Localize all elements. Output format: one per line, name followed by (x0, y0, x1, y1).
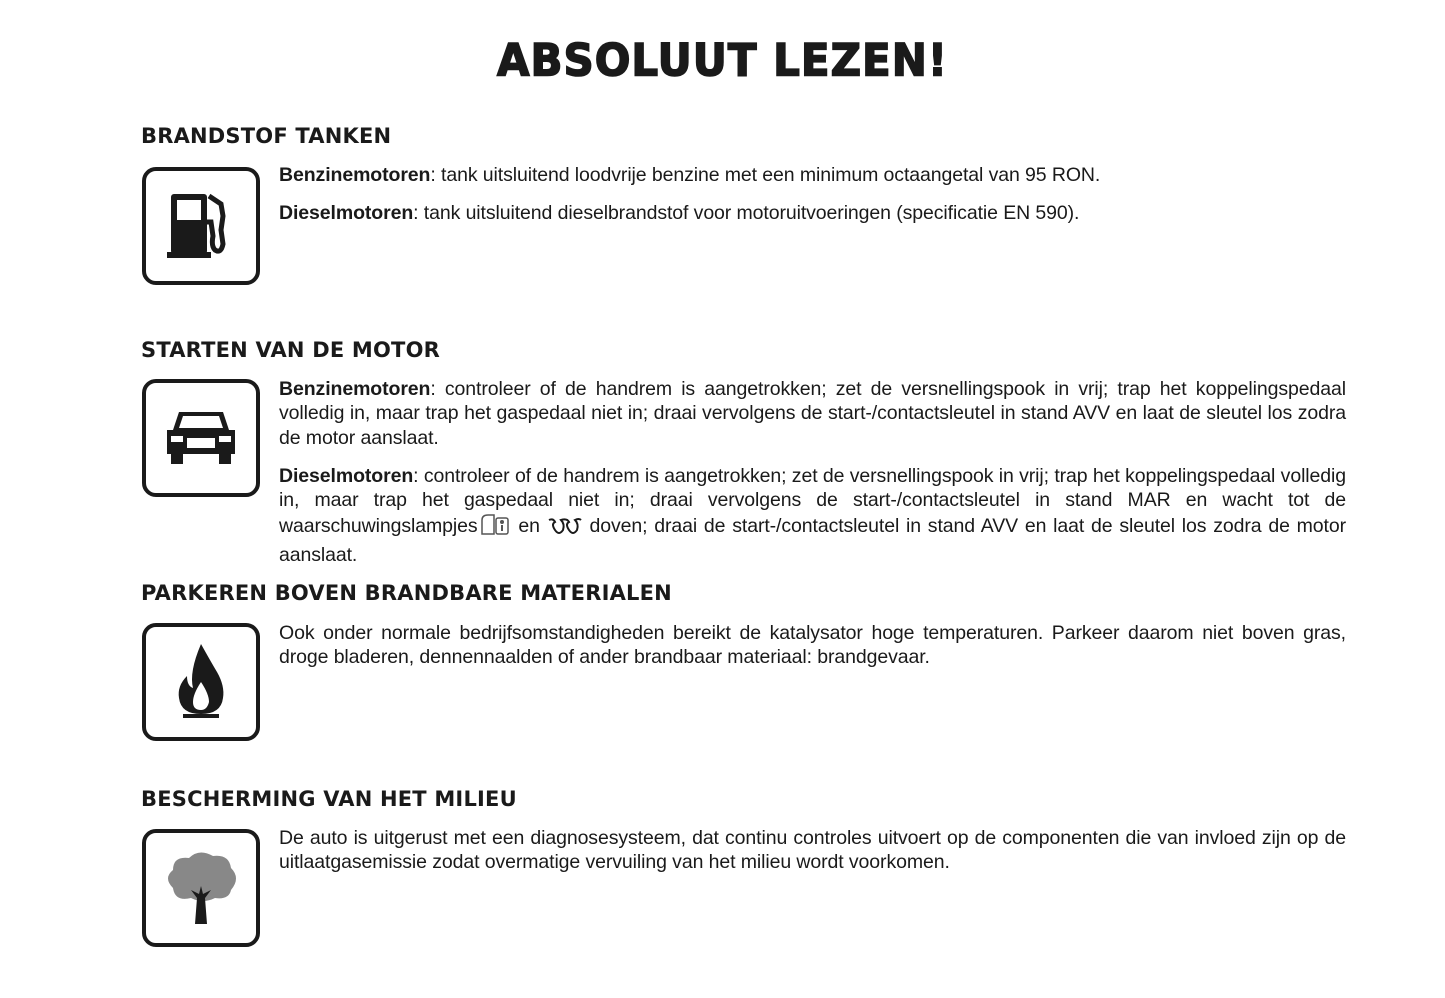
label-petrol: Benzinemotoren (279, 164, 431, 186)
paragraph-petrol (279, 377, 1346, 450)
page-title: ABSOLUUT LEZEN! (496, 34, 949, 87)
text-petrol: : tank uitsluitend loodvrije benzine met een minimum octaangetal van 95 RON. (430, 164, 1101, 186)
car-front-icon (142, 379, 260, 497)
label-diesel: Dieselmotoren (279, 464, 414, 487)
seatbelt-warning-icon (478, 512, 512, 542)
paragraph-diagnostics: De auto is uitgerust met een diagnosesysteem, dat continu controles uitvoert op de componenten die van invloed zijn op de uitlaatgasemissie zodat overmatige vervuiling van het milieu wordt voorkomen. (279, 827, 1346, 874)
section-heading-parking: PARKEREN BOVEN BRANDBARE MATERIALEN (141, 581, 672, 605)
text-diesel: : controleer of de handrem is aangetrokken; zet de versnellingspook in vrij; trap het koppelingspedaal volledig in, maar trap het gaspedaal niet in; draai vervolgens de start-/contactsleutel in stand MAR en wacht tot de waarschuwingslampjes (279, 464, 1346, 538)
paragraph-diesel (279, 464, 1346, 567)
paragraph-catalyst: Ook onder normale bedrijfsomstandigheden bereikt de katalysator hoge temperaturen. Parkeer daarom niet boven gras, droge bladeren, dennennaalden of ander brandbaar materiaal: brandgevaar. (279, 622, 1346, 669)
tree-icon (142, 829, 260, 947)
text-diesel-2: en (511, 515, 547, 538)
paragraph-diesel (279, 201, 1346, 225)
text-diesel: : tank uitsluitend dieselbrandstof voor motoruitvoeringen (specificatie EN 590). (413, 202, 1080, 225)
text-diesel-3: doven; draai de start-/contactsleutel in stand AVV en laat de sleutel los zodra de motor aanslaat. (279, 515, 1346, 566)
section-text-environment (279, 826, 1346, 889)
fuel-pump-icon (142, 167, 260, 285)
glow-plug-icon (547, 516, 583, 542)
paragraph-petrol (279, 163, 1346, 187)
section-heading-start: STARTEN VAN DE MOTOR (141, 338, 441, 362)
section-heading-environment: BESCHERMING VAN HET MILIEU (141, 787, 517, 811)
section-text-start (279, 377, 1346, 581)
text-petrol: : controleer of de handrem is aangetrokken; zet de versnellingspook in vrij; trap het koppelingspedaal volledig in, maar trap het gaspedaal niet in; draai vervolgens de start-/contactsleutel in stand AVV en laat de sleutel los zodra de motor aanslaat. (279, 378, 1346, 449)
section-heading-fuel: BRANDSTOF TANKEN (141, 124, 392, 148)
label-diesel: Dieselmotoren (279, 202, 414, 225)
section-text-parking (279, 621, 1346, 684)
section-text-fuel (279, 163, 1346, 240)
label-petrol: Benzinemotoren (279, 378, 431, 400)
flame-icon (142, 623, 260, 741)
